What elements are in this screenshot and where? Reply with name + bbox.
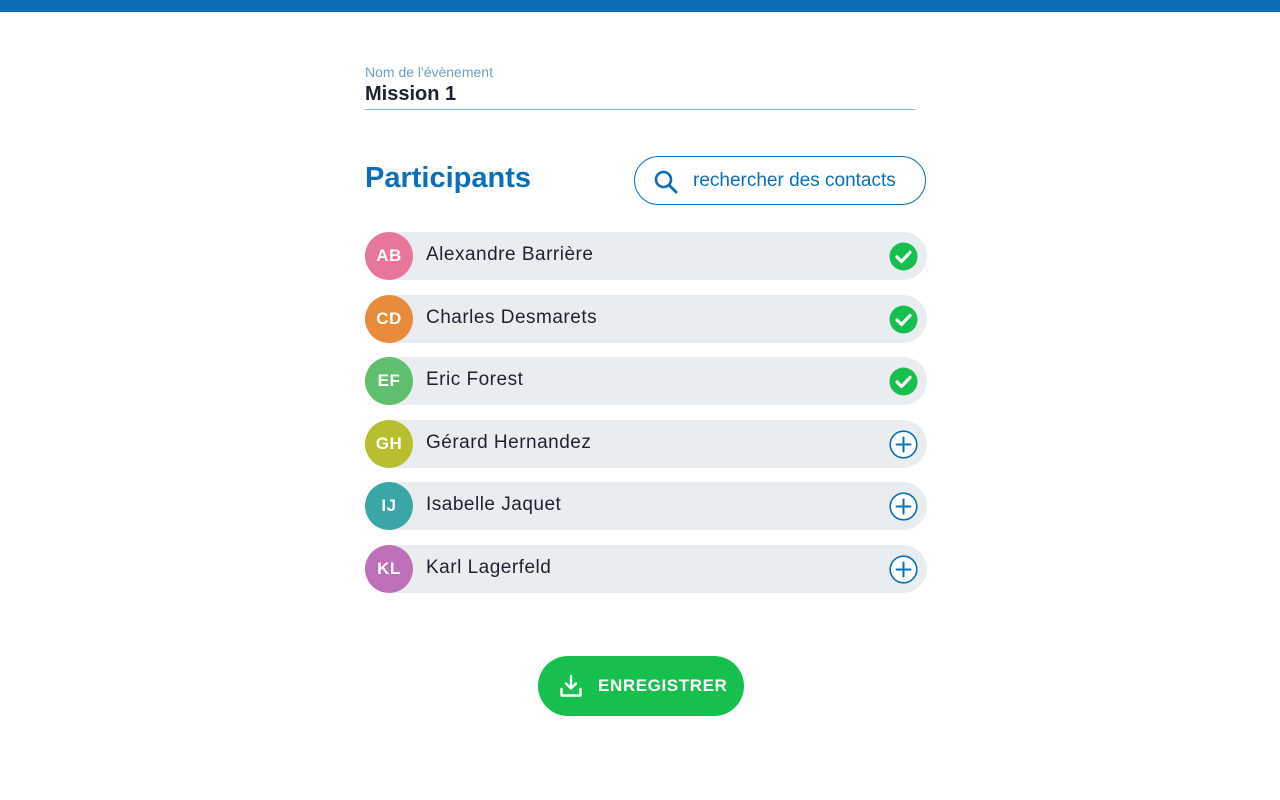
participant-name: Isabelle Jaquet (426, 494, 562, 516)
top-bar (0, 0, 1280, 12)
participant-name: Eric Forest (426, 369, 524, 391)
plus-circle-icon[interactable] (889, 492, 918, 521)
contact-search-input[interactable] (634, 156, 926, 205)
avatar: GH (365, 420, 413, 468)
participant-row[interactable] (365, 420, 927, 468)
plus-circle-icon[interactable] (889, 555, 918, 584)
participants-list (365, 232, 927, 608)
event-name-field[interactable] (365, 64, 915, 110)
participant-row[interactable] (365, 357, 927, 405)
avatar: KL (365, 545, 413, 593)
avatar: EF (365, 357, 413, 405)
participant-name: Charles Desmarets (426, 306, 598, 328)
save-button-label: ENREGISTRER (598, 676, 728, 695)
save-button[interactable] (538, 656, 744, 716)
avatar: IJ (365, 482, 413, 530)
search-icon (653, 169, 679, 195)
participant-name: Alexandre Barrière (426, 244, 594, 265)
download-icon (559, 674, 583, 698)
check-circle-icon[interactable] (889, 242, 918, 271)
avatar: AB (365, 232, 413, 280)
event-name-input[interactable]: Mission 1 (365, 83, 457, 105)
check-circle-icon[interactable] (889, 305, 918, 334)
participant-name: Karl Lagerfeld (426, 556, 552, 578)
participant-row[interactable] (365, 295, 927, 343)
check-circle-icon[interactable] (889, 367, 918, 396)
participant-name: Gérard Hernandez (426, 431, 592, 453)
avatar: CD (365, 295, 413, 343)
participants-title: Participants (365, 162, 531, 194)
event-name-label: Nom de l'évènement (365, 64, 493, 80)
participant-row[interactable] (365, 482, 927, 530)
plus-circle-icon[interactable] (889, 430, 918, 459)
search-placeholder: rechercher des contacts (693, 170, 896, 191)
participant-row[interactable] (365, 232, 927, 280)
participant-row[interactable] (365, 545, 927, 593)
